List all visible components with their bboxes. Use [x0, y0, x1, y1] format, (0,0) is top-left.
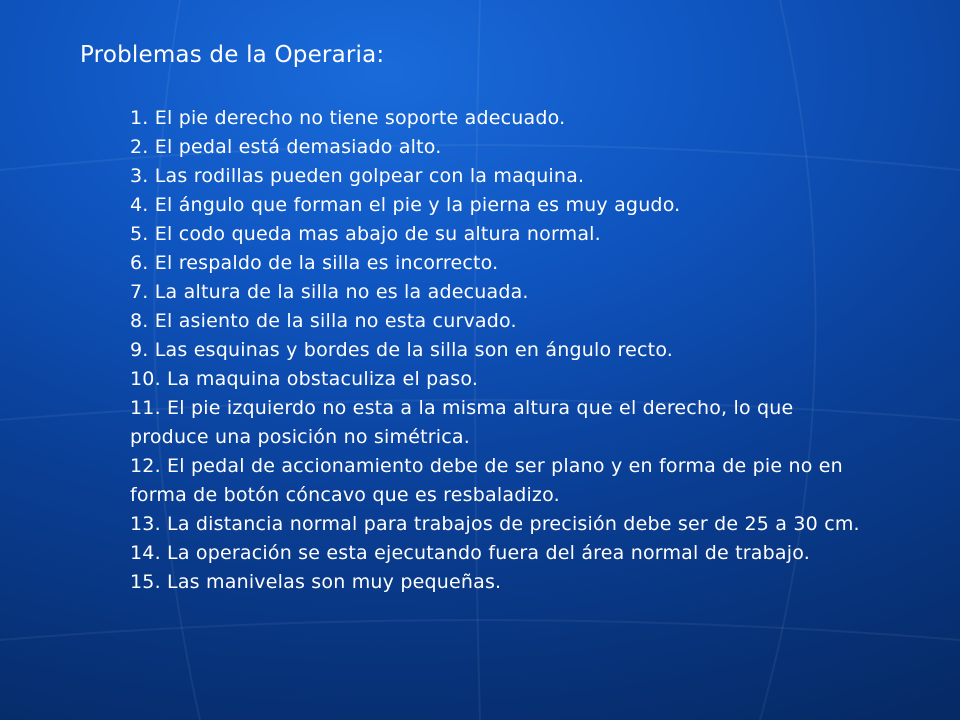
slide-title: Problemas de la Operaria:: [80, 42, 385, 68]
list-item: 2. El pedal está demasiado alto.: [130, 136, 442, 158]
list-item: 6. El respaldo de la silla es incorrecto.: [130, 252, 499, 274]
list-item: 11. El pie izquierdo no esta a la misma altura que el derecho, lo que produce una posición no simétrica.: [130, 397, 794, 448]
list-item: 3. Las rodillas pueden golpear con la maquina.: [130, 165, 585, 187]
list-item: 14. La operación se esta ejecutando fuera del área normal de trabajo.: [130, 542, 810, 564]
list-item: 4. El ángulo que forman el pie y la pierna es muy agudo.: [130, 194, 681, 216]
list-item: 9. Las esquinas y bordes de la silla son en ángulo recto.: [130, 339, 674, 361]
list-item: 12. El pedal de accionamiento debe de ser plano y en forma de pie no en forma de botón cóncavo que es resbaladizo.: [130, 455, 843, 506]
list-item: 5. El codo queda mas abajo de su altura normal.: [130, 223, 601, 245]
list-item: 15. Las manivelas son muy pequeñas.: [130, 571, 502, 593]
list-item: 7. La altura de la silla no es la adecuada.: [130, 281, 529, 303]
problem-list: [130, 104, 860, 597]
list-item: 10. La maquina obstaculiza el paso.: [130, 368, 479, 390]
list-item: 1. El pie derecho no tiene soporte adecuado.: [130, 107, 566, 129]
list-item: 8. El asiento de la silla no esta curvado.: [130, 310, 517, 332]
list-item: 13. La distancia normal para trabajos de precisión debe ser de 25 a 30 cm.: [130, 513, 860, 535]
